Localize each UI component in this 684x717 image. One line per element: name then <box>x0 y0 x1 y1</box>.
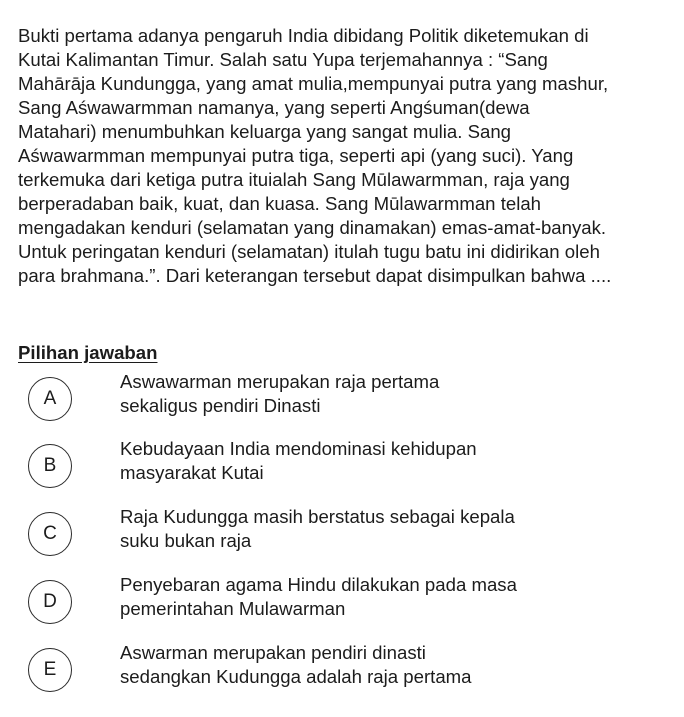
option-text[interactable] <box>120 505 650 553</box>
answer-option-c[interactable] <box>28 506 668 560</box>
option-text-line: Raja Kudungga masih berstatus sebagai kepala <box>120 506 515 527</box>
previous-content-fragment <box>18 0 138 4</box>
answer-option-b[interactable] <box>28 438 668 492</box>
option-text[interactable] <box>120 437 650 485</box>
question-line: para brahmana.”. Dari keterangan tersebut dapat disimpulkan bahwa .... <box>18 265 612 286</box>
question-line: Aśwawarmman mempunyai putra tiga, seperti api (yang suci). Yang <box>18 145 574 166</box>
answer-option-e[interactable] <box>28 642 668 696</box>
question-line: Kutai Kalimantan Timur. Salah satu Yupa terjemahannya : “Sang <box>18 49 548 70</box>
option-text-line: sekaligus pendiri Dinasti <box>120 395 321 416</box>
option-text-line: pemerintahan Mulawarman <box>120 598 346 619</box>
question-line: Sang Aśwawarmman namanya, yang seperti Angśuman(dewa <box>18 97 530 118</box>
option-text-line: Aswarman merupakan pendiri dinasti <box>120 642 426 663</box>
answer-option-d[interactable] <box>28 574 668 628</box>
option-text[interactable] <box>120 573 650 621</box>
option-letter-badge[interactable]: D <box>28 580 72 624</box>
answer-option-a[interactable] <box>28 371 668 425</box>
option-letter-badge[interactable]: E <box>28 648 72 692</box>
option-letter-badge[interactable]: C <box>28 512 72 556</box>
option-text-line: Penyebaran agama Hindu dilakukan pada masa <box>120 574 517 595</box>
question-text <box>18 24 678 288</box>
answer-options-title: Pilihan jawaban <box>18 342 158 363</box>
option-text-line: masyarakat Kutai <box>120 462 264 483</box>
option-text-line: Aswawarman merupakan raja pertama <box>120 371 440 392</box>
option-letter-badge[interactable]: A <box>28 377 72 421</box>
option-text-line: Kebudayaan India mendominasi kehidupan <box>120 438 477 459</box>
question-line: Matahari) menumbuhkan keluarga yang sangat mulia. Sang <box>18 121 512 142</box>
option-text[interactable] <box>120 641 650 689</box>
option-text[interactable] <box>120 370 650 418</box>
question-line: terkemuka dari ketiga putra ituialah Sang Mūlawarmman, raja yang <box>18 169 570 190</box>
question-line: Mahārāja Kundungga, yang amat mulia,mempunyai putra yang mashur, <box>18 73 609 94</box>
option-text-line: suku bukan raja <box>120 530 252 551</box>
question-line: Untuk peringatan kenduri (selamatan) itulah tugu batu ini didirikan oleh <box>18 241 600 262</box>
question-line: berperadaban baik, kuat, dan kuasa. Sang Mūlawarmman telah <box>18 193 542 214</box>
option-text-line: sedangkan Kudungga adalah raja pertama <box>120 666 472 687</box>
question-line: Bukti pertama adanya pengaruh India dibidang Politik diketemukan di <box>18 25 589 46</box>
option-letter-badge[interactable]: B <box>28 444 72 488</box>
question-line: mengadakan kenduri (selamatan yang dinamakan) emas-amat-banyak. <box>18 217 607 238</box>
